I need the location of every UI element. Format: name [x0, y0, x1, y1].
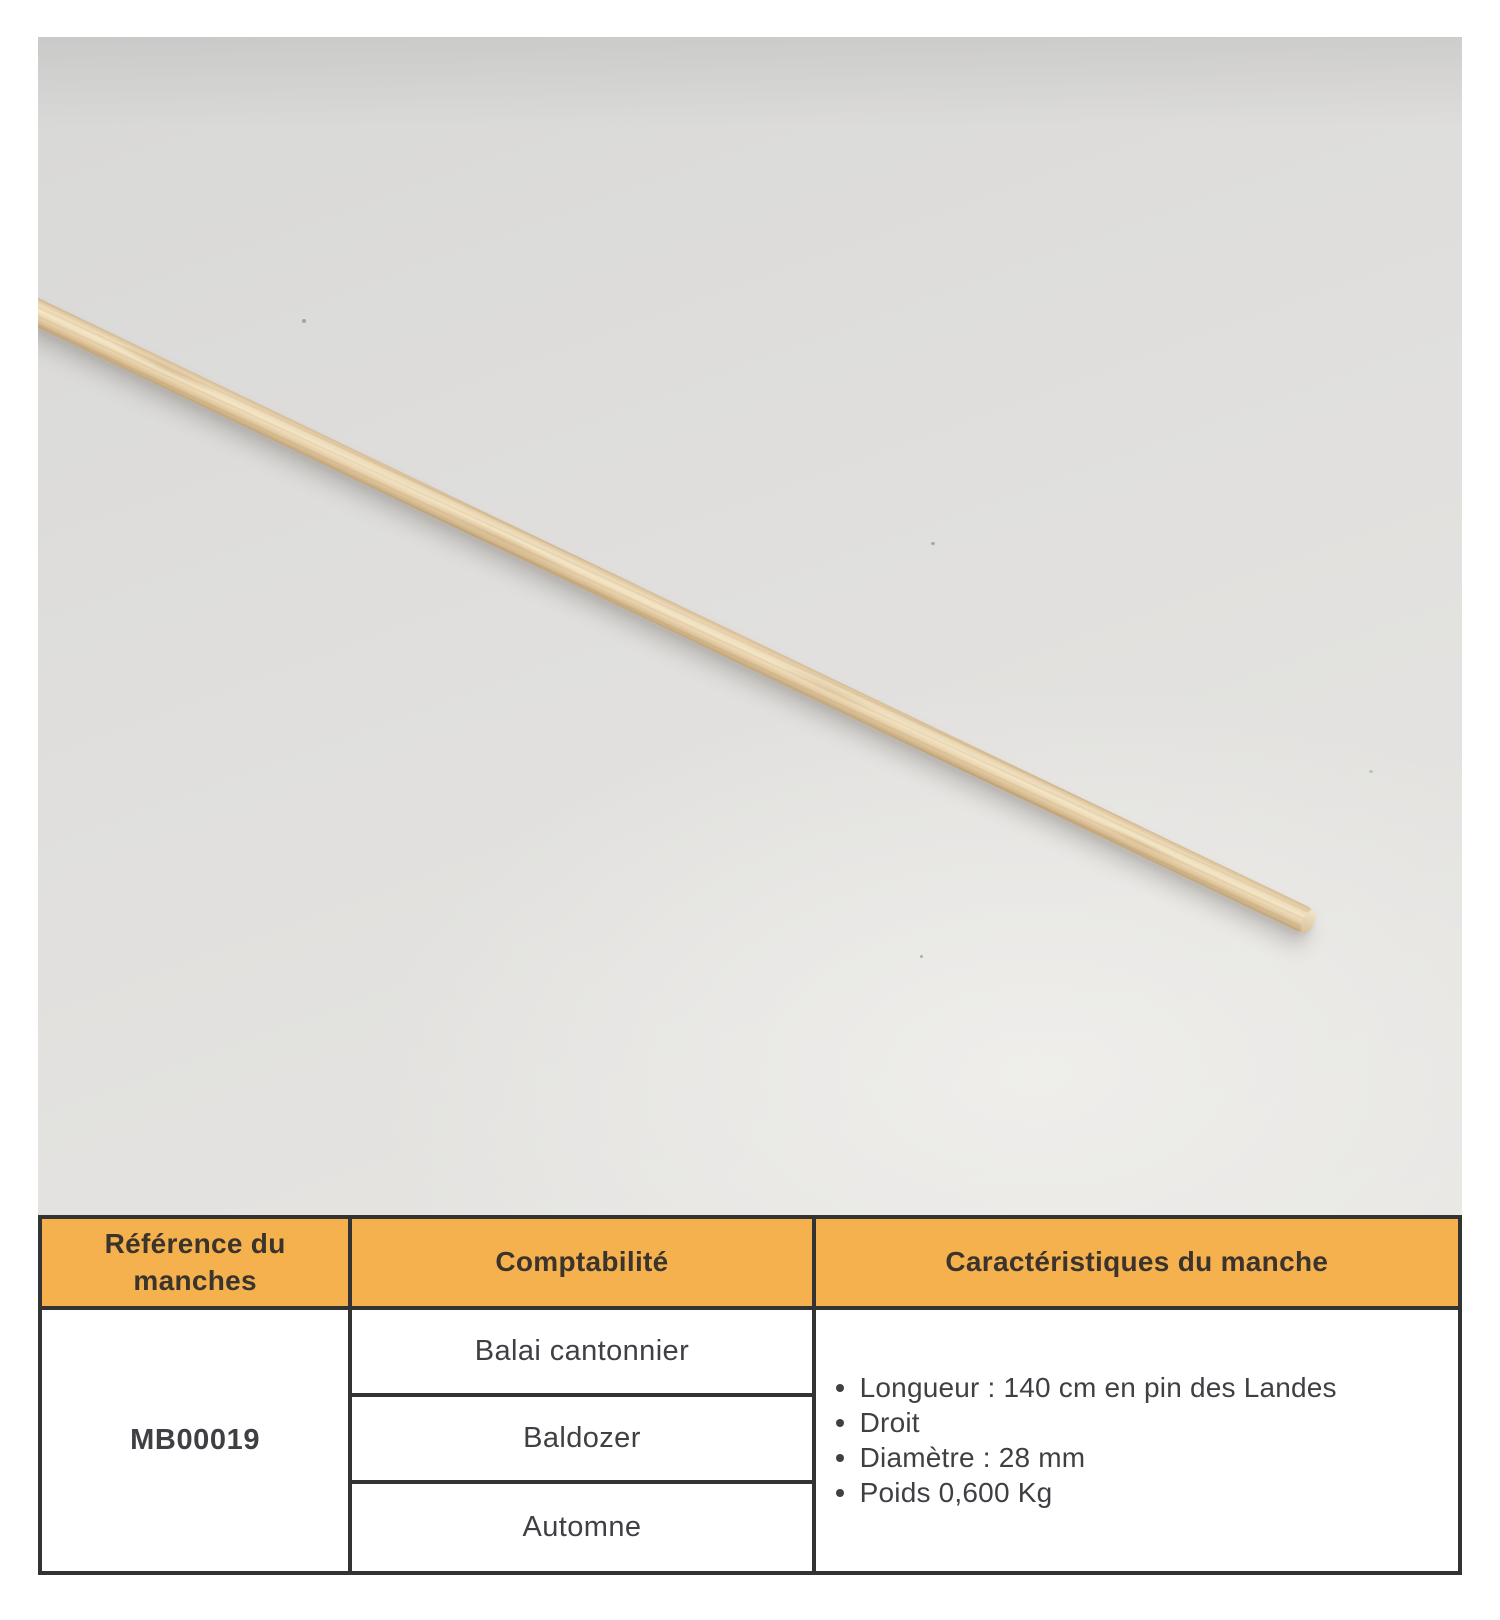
characteristics-list	[836, 1367, 1337, 1514]
bullet-icon	[836, 1419, 844, 1427]
characteristic-text: Droit	[859, 1407, 920, 1438]
bullet-icon	[836, 1489, 844, 1497]
characteristic-item	[836, 1409, 1337, 1437]
dust-speck	[302, 319, 306, 323]
header-compatibility: Comptabilité	[348, 1219, 811, 1310]
dust-speck	[920, 955, 923, 958]
bullet-icon	[836, 1384, 844, 1392]
dust-speck	[931, 542, 935, 545]
compatibility-item: Automne	[348, 1484, 811, 1571]
characteristic-text: Poids 0,600 Kg	[859, 1477, 1053, 1508]
characteristic-text: Diamètre : 28 mm	[859, 1442, 1086, 1473]
bullet-icon	[836, 1454, 844, 1462]
dust-speck	[1369, 770, 1373, 773]
compatibility-item: Balai cantonnier	[348, 1310, 811, 1397]
characteristic-item	[836, 1444, 1337, 1472]
wooden-handle	[38, 286, 1319, 936]
characteristic-item	[836, 1479, 1337, 1507]
spec-table	[38, 1215, 1462, 1575]
header-characteristics: Caractéristiques du manche	[812, 1219, 1458, 1310]
header-reference: Référence du manches	[42, 1219, 348, 1310]
characteristic-text: Longueur : 140 cm en pin des Landes	[859, 1372, 1337, 1403]
compatibility-item: Baldozer	[348, 1397, 811, 1484]
characteristics-cell	[812, 1310, 1458, 1571]
characteristic-item	[836, 1374, 1337, 1402]
reference-value: MB00019	[130, 1424, 261, 1456]
product-photo	[38, 37, 1462, 1215]
